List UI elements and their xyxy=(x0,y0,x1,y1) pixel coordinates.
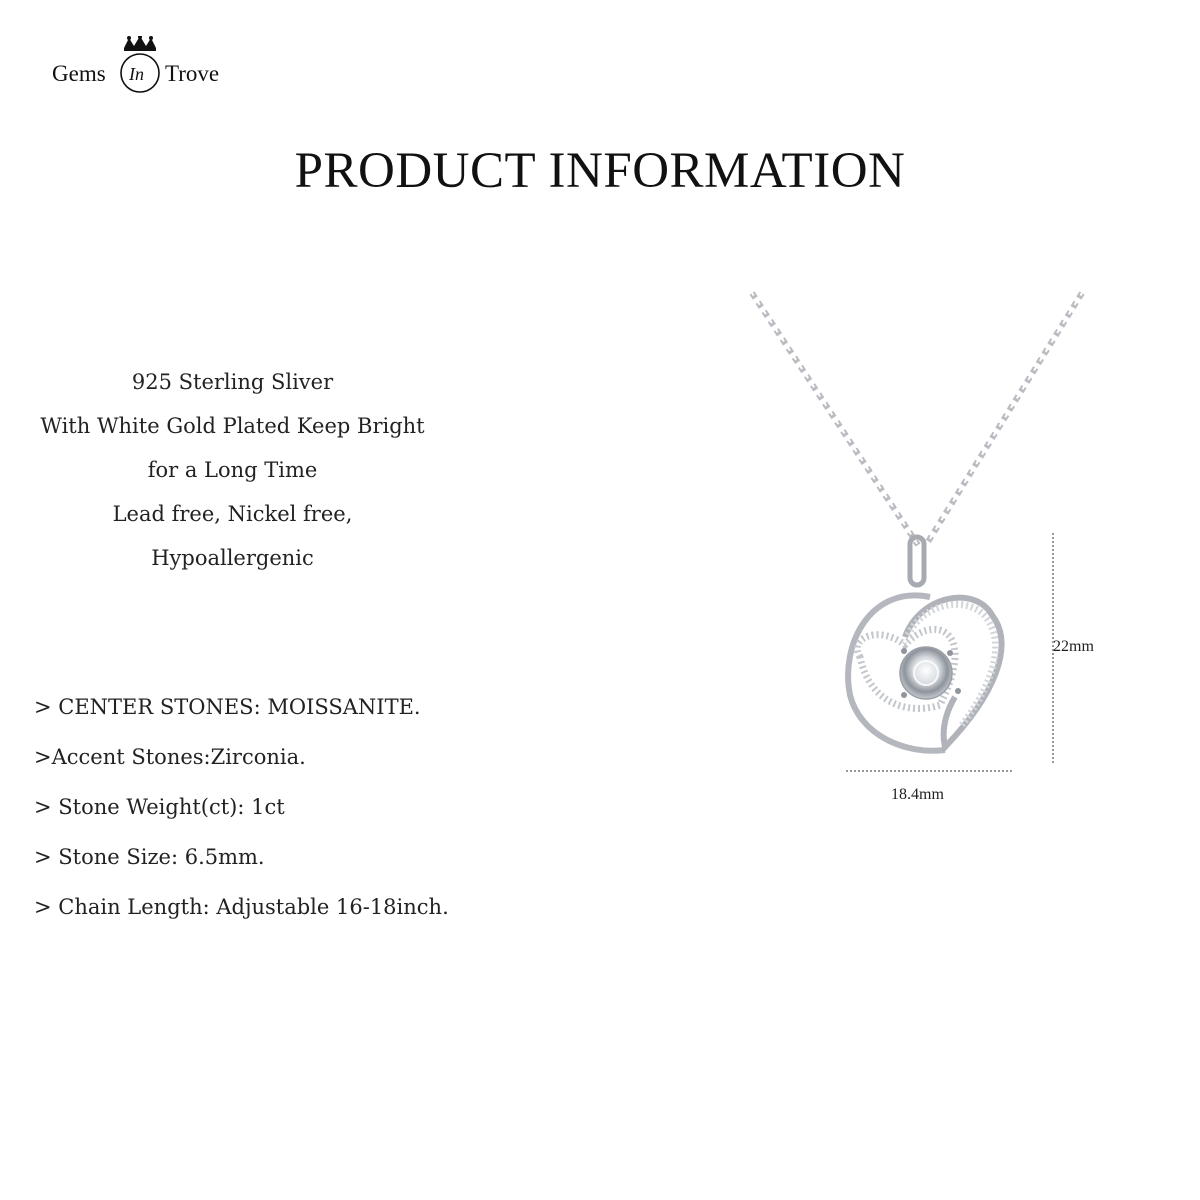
height-dimension-label: 22mm xyxy=(1053,638,1094,655)
spec-stone-weight: > Stone Weight(ct): 1ct xyxy=(34,795,285,819)
page-title: PRODUCT INFORMATION xyxy=(294,143,906,199)
width-dimension-label: 18.4mm xyxy=(891,786,944,803)
spec-stone-size: > Stone Size: 6.5mm. xyxy=(34,845,265,869)
svg-text:Gems: Gems xyxy=(52,61,106,86)
svg-text:Trove: Trove xyxy=(165,61,220,86)
spec-list xyxy=(34,682,594,932)
material-line: 925 Sterling Sliver xyxy=(131,370,334,394)
spec-chain-length: > Chain Length: Adjustable 16-18inch. xyxy=(34,895,449,919)
spec-accent-stones: >Accent Stones:Zirconia. xyxy=(34,745,306,769)
heart-pendant-necklace-icon xyxy=(730,285,1170,825)
product-image xyxy=(730,285,1170,825)
material-line: With White Gold Plated Keep Bright xyxy=(40,414,425,438)
material-description xyxy=(20,360,445,580)
material-line: Hypoallergenic xyxy=(151,546,314,570)
svg-text:In: In xyxy=(129,64,144,84)
spec-center-stones: > CENTER STONES: MOISSANITE. xyxy=(34,695,421,719)
chain-left xyxy=(752,293,918,545)
brand-logo xyxy=(50,36,250,96)
chain-right xyxy=(926,293,1082,545)
material-line: for a Long Time xyxy=(147,458,318,482)
material-line: Lead free, Nickel free, xyxy=(112,502,353,526)
crown-icon xyxy=(50,36,250,96)
